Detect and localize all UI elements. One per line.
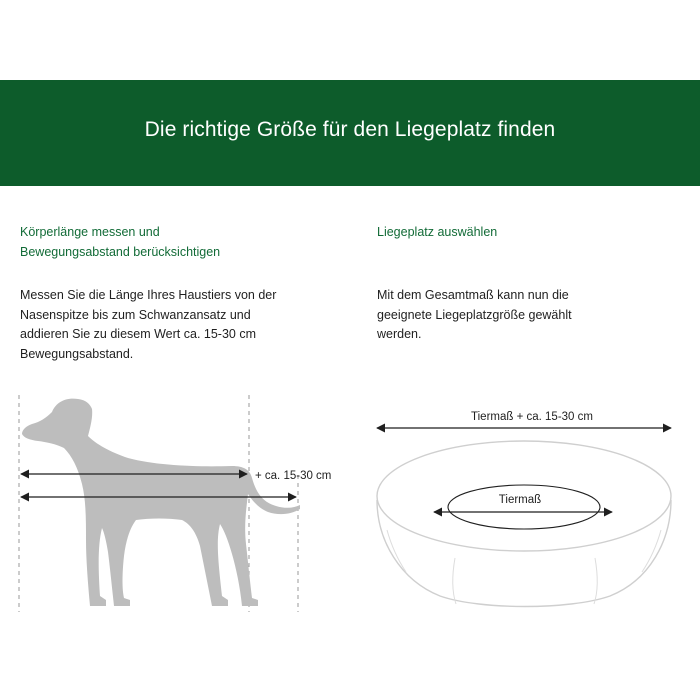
page-title: Die richtige Größe für den Liegeplatz finden [144, 118, 556, 141]
bed-side-seam-left [453, 558, 456, 604]
right-body-line-1: Mit dem Gesamtmaß kann nun die [377, 288, 569, 302]
left-subheading-line-2: Bewegungsabstand berücksichtigen [20, 245, 221, 259]
left-body-line-3: addieren Sie zu diesem Wert ca. 15-30 cm [20, 327, 256, 341]
right-body-line-2: geeignete Liegeplatzgröße gewählt [377, 307, 572, 322]
left-body-line-1: Messen Sie die Länge Ihres Haustiers von der [20, 288, 277, 302]
bed-side-seam-right [594, 558, 597, 604]
extra-space-label: + ca. 15-30 cm [255, 470, 332, 482]
bed-inner-area [448, 485, 600, 529]
bed-inner-width-label: Tiermaß [498, 494, 542, 506]
right-body-line-3: werden. [377, 327, 422, 341]
left-body-line-4: Bewegungsabstand. [20, 346, 134, 361]
left-subheading-line-1: Körperlänge messen und [20, 225, 160, 239]
right-subheading: Liegeplatz auswählen [377, 225, 498, 239]
left-body-line-2: Nasenspitze bis zum Schwanzansatz und [20, 307, 251, 322]
bed-outer-width-label: Tiermaß + ca. 15-30 cm [471, 411, 593, 423]
